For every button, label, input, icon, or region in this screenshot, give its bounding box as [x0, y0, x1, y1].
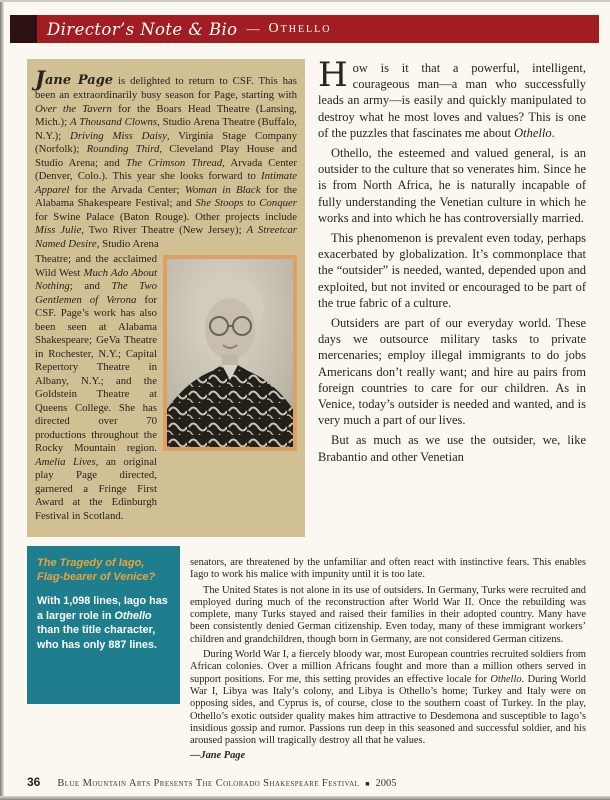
section-title: Director’s Note & Bio [47, 19, 238, 39]
festival-credit-text: Blue Mountain Arts Presents The Colorado Shakespeare Festival [57, 778, 360, 789]
page-footer [27, 775, 396, 789]
note-paragraph-1 [318, 55, 586, 141]
fact-box-body [37, 594, 170, 652]
section-header-bar [10, 15, 599, 43]
portrait-illustration [167, 259, 293, 447]
scan-edge-left [0, 0, 4, 800]
header-title-bar [37, 15, 599, 43]
note-text-2: Othello, the esteemed and valued general, is an outsider to the culture that so venerates him. Since he is from North Africa, he is naturally incapable of fully understanding the Venetian culture in which he works and into which he has controversially married. [318, 146, 586, 225]
title-separator: — [246, 21, 260, 36]
directors-note-column [318, 55, 586, 469]
bio-paragraph-narrow [35, 253, 157, 523]
dropcap-letter: H [318, 55, 348, 95]
festival-year: 2005 [375, 778, 397, 789]
bio-lead-name: ane Page [44, 73, 114, 88]
footer-line [57, 778, 396, 789]
director-bio-block [27, 59, 305, 537]
fact-box-title: The Tragedy of Iago, Flag-bearer of Venice? [37, 557, 156, 583]
director-photo [163, 255, 297, 451]
directors-note-wide-section [190, 557, 586, 766]
bio-text-top: is delighted to return to CSF. This has been an extraordinarily busy season for Page, starting with Over the Tavern for the Boars Head Theatre (Lansing, Mich.); A Thousand Clowns, Studio Arena Theatre (Buffalo, N.Y.); Driving Miss Daisy, Virginia Stage Company (Norfolk); Rounding Third, Cleveland Play House and Studio Arena; and The Crimson Thread, Arvada Center (Denver, Colo.). This year she looks forward to Intimate Apparel for the Arvada Center; Woman in Black for the Alabama Shakespeare Festival; and She Stoops to Conquer for Swine Palace (Baton Rouge). Other projects include Miss Julie, Two River Theatre (New Jersey); A Streetcar Named Desire, Studio Arena [35, 75, 298, 250]
note-text-4: Outsiders are part of our everyday world. These days we outsource military tasks to private mercenaries; employ illegal immigrants to do jobs Americans don’t really want; and hire au pairs from foreign countries to care for our children. As in Venice, today’s outsider is needed and wanted, and is very much a part of our lives. [318, 316, 586, 428]
note-text-7: During World War I, a fiercely bloody war, most European countries recruited soldiers from African colonies. Over a million Africans fought and more than a million others served in support positions. For me, this setting provides an effective locale for Othello. During World War I, Libya was Italy’s colony, and Libya is Othello’s home; Turkey and Italy were on opposing sides, and Cyprus is, of course, close to the southern coast of Turkey. In the play, Othello’s exotic outsider quality makes him attractive to Desdemona and susceptible to Iago’s insidious gossip and rumor. Passions run deep in this seasoned and successful soldier, and his aroused passion will tragically destroy all that he values. [190, 649, 586, 747]
fact-box-text: With 1,098 lines, Iago has a larger role in Othello than the title character, who has only 887 lines. [37, 595, 168, 651]
bio-lead-initial: J [35, 66, 45, 91]
note-text-1: ow is it that a powerful, intelligent, courageous man—a man who successfully leads an army—is easily and quickly manipulated to destroy what he most loves and values? This is one of the puzzles that fascinates me about Othello. [318, 61, 586, 140]
square-bullet-icon: ■ [365, 780, 370, 788]
scan-edge-bottom [0, 796, 610, 800]
note-text-5-continued: senators, are threatened by the unfamiliar and often react with instinctive fears. This enables Iago to work his malice with impunity until it is too late. [190, 557, 586, 581]
note-paragraph-5-continued [190, 557, 586, 582]
note-paragraph-7 [190, 649, 586, 747]
note-paragraph-3 [318, 230, 586, 311]
header-accent-square [10, 15, 37, 43]
note-text-6: The United States is not alone in its use of outsiders. In Germany, Turks were recruited and employed during much of the reconstruction after World War II. Once the rebuilding was complete, many Turks stayed and raised their families in their adopted country. Many have been consistently denied German citizenship. Even today, many of these immigrant workers’ children and grandchildren, though born in Germany, are not considered German citizens. [190, 584, 586, 645]
bio-paragraph-top [35, 68, 297, 251]
note-paragraph-4 [318, 315, 586, 428]
show-name: Othello [268, 21, 332, 36]
bio-photo-row [35, 253, 297, 523]
note-paragraph-5-start [318, 432, 586, 464]
iago-fact-box [27, 546, 180, 704]
note-paragraph-2 [318, 145, 586, 226]
page-number: 36 [27, 775, 41, 789]
note-paragraph-6 [190, 585, 586, 646]
scan-edge-top [0, 0, 610, 2]
note-text-3: This phenomenon is prevalent even today, perhaps exacerbated by globalization. It’s commonplace that the “outsider” is needed, wanted, depended upon and exploited, but not invited or encouraged to be part of the true fabric of a culture. [318, 231, 586, 310]
author-signature: —Jane Page [190, 750, 246, 762]
bio-text-narrow: Theatre; and the acclaimed Wild West Much Ado About Nothing; and The Two Gentlemen of Verona for CSF. Page’s work has also been seen at Alabama Shakespeare; GeVa Theatre in Rochester, N.Y.; Capital Repertory Theatre in Albany, N.Y.; and the Goldstein Theatre at Queens College. She has directed over 70 productions throughout the Rocky Mountain region. Amelia Lives, an original play Page directed, garnered a Fringe First Award at the Edinburgh Festival in Scotland. [35, 253, 158, 522]
note-text-5-start: But as much as we use the outsider, we, like Brabantio and other Venetian [318, 433, 586, 464]
